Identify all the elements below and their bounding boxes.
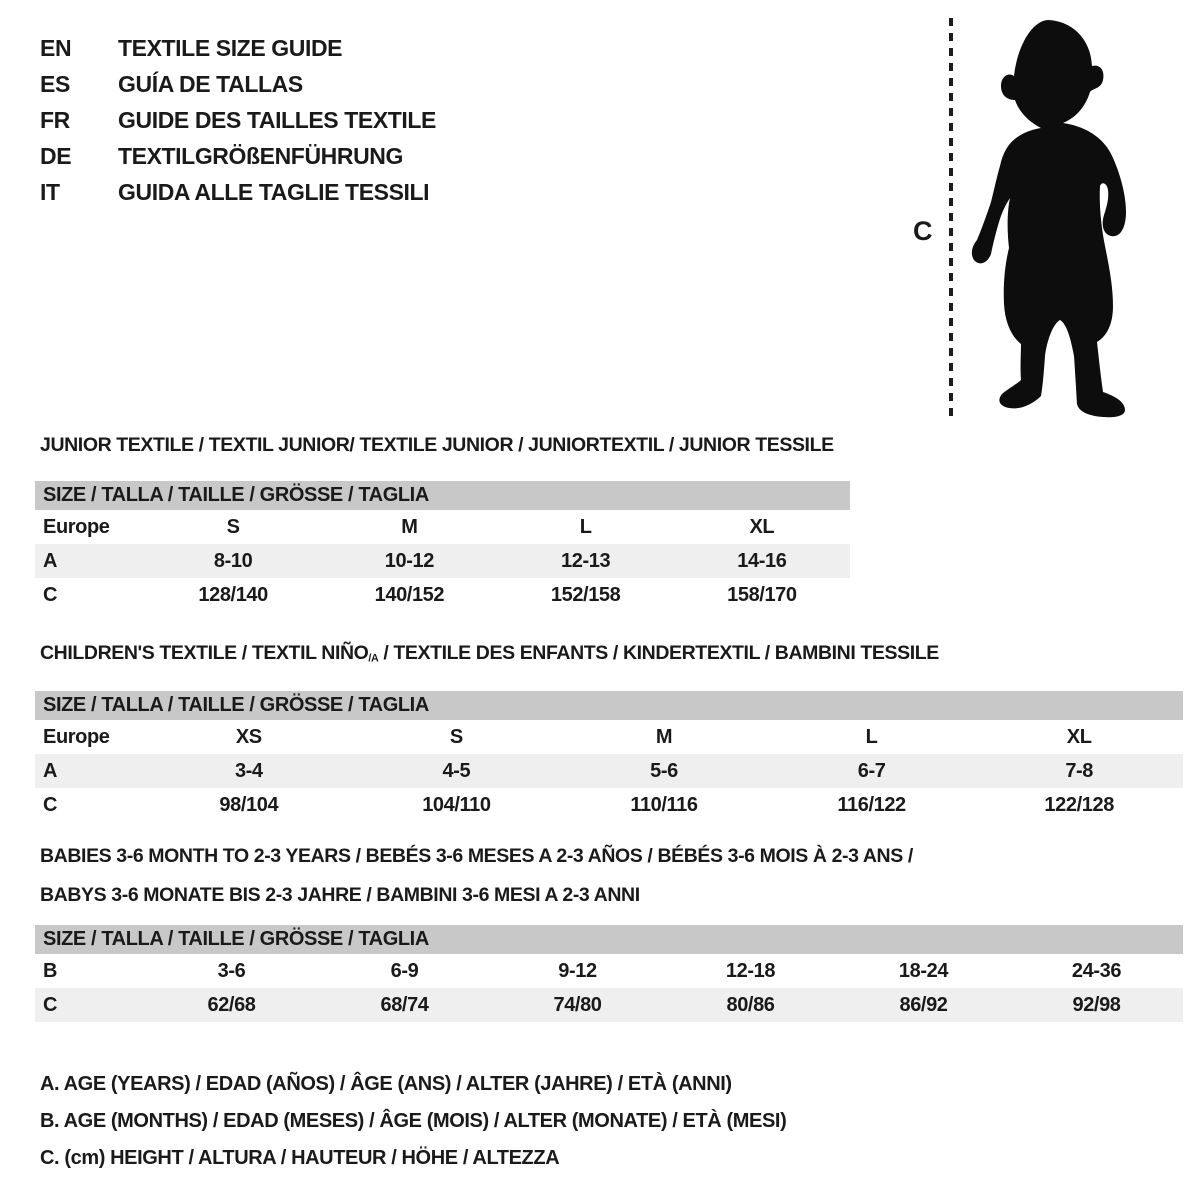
table-cell: 86/92: [899, 993, 948, 1016]
lang-code: FR: [40, 106, 70, 133]
table-cell: 98/104: [219, 793, 279, 816]
lang-code: ES: [40, 70, 70, 97]
legend-line-a: A. AGE (YEARS) / EDAD (AÑOS) / ÂGE (ANS) / ALTER (JAHRE) / ETÀ (ANNI): [40, 1073, 732, 1095]
row-label: C: [43, 793, 58, 816]
table-cell: 80/86: [726, 993, 775, 1016]
table-cell: M: [401, 515, 418, 538]
children-size-table: [35, 691, 1183, 822]
table-cell: 18-24: [898, 959, 949, 982]
guide-title: GUÍA DE TALLAS: [118, 70, 303, 97]
table-cell: L: [579, 515, 592, 538]
table-cell: S: [449, 725, 463, 748]
section-babies-textile: [35, 845, 1183, 1022]
table-row: [35, 720, 1183, 754]
table-cell: 3-6: [217, 959, 246, 982]
measure-c-label: C: [913, 216, 932, 246]
row-label: Europe: [43, 515, 110, 538]
size-header-bar: SIZE / TALLA / TAILLE / GRÖSSE / TAGLIA: [35, 925, 1183, 954]
table-cell: M: [655, 725, 673, 748]
size-header-bar: SIZE / TALLA / TAILLE / GRÖSSE / TAGLIA: [35, 481, 850, 510]
row-label: B: [43, 959, 58, 982]
table-cell: 6-9: [390, 959, 419, 982]
table-cell: 9-12: [558, 959, 597, 982]
lang-code: DE: [40, 142, 72, 169]
section-childrens-textile: [35, 642, 1183, 822]
junior-size-table: [35, 481, 850, 612]
table-row: [35, 510, 850, 544]
size-header-bar: SIZE / TALLA / TAILLE / GRÖSSE / TAGLIA: [35, 691, 1183, 720]
baby-silhouette-icon: [963, 18, 1143, 418]
babies-section-title-line2: BABYS 3-6 MONATE BIS 2-3 JAHRE / BAMBINI 3-6 MESI A 2-3 ANNI: [40, 884, 640, 906]
row-label: A: [43, 759, 58, 782]
table-row: [35, 544, 850, 578]
babies-section-title-line1: BABIES 3-6 MONTH TO 2-3 YEARS / BEBÉS 3-6 MESES A 2-3 AÑOS / BÉBÉS 3-6 MOIS À 2-3 ANS /: [40, 845, 913, 867]
children-title-part2: / TEXTILE DES ENFANTS / KINDERTEXTIL / BAMBINI TESSILE: [378, 642, 939, 664]
table-cell: S: [226, 515, 240, 538]
language-header: [40, 30, 436, 210]
guide-title: GUIDE DES TAILLES TEXTILE: [118, 106, 436, 133]
babies-size-table: [35, 925, 1183, 1022]
lang-code: IT: [40, 178, 60, 205]
table-cell: XL: [749, 515, 775, 538]
legend: [40, 1066, 786, 1177]
table-row: [35, 954, 1183, 988]
table-cell: 7-8: [1065, 759, 1094, 782]
children-section-title: [35, 642, 1183, 665]
table-cell: 92/98: [1072, 993, 1121, 1016]
children-title-subscript: /A: [368, 652, 379, 665]
lang-code: EN: [40, 34, 72, 61]
junior-section-title: JUNIOR TEXTILE / TEXTIL JUNIOR/ TEXTILE JUNIOR / JUNIORTEXTIL / JUNIOR TESSILE: [40, 434, 834, 456]
table-cell: 3-4: [234, 759, 263, 782]
table-cell: 122/128: [1044, 793, 1114, 816]
guide-title: TEXTILGRÖßENFÜHRUNG: [118, 142, 403, 169]
lang-row-it: [40, 174, 436, 210]
guide-title: TEXTILE SIZE GUIDE: [118, 34, 343, 61]
row-label: C: [43, 583, 58, 606]
height-measure-figure: [905, 14, 1165, 426]
table-row: [35, 578, 850, 612]
row-label: C: [43, 993, 58, 1016]
table-cell: 104/110: [422, 793, 491, 816]
row-label: Europe: [43, 725, 110, 748]
legend-line-c: C. (cm) HEIGHT / ALTURA / HAUTEUR / HÖHE / ALTEZZA: [40, 1147, 560, 1169]
table-row: [35, 754, 1183, 788]
table-cell: 4-5: [442, 759, 471, 782]
table-cell: 8-10: [213, 549, 253, 572]
table-cell: 128/140: [198, 583, 268, 606]
lang-row-es: [40, 66, 436, 102]
table-cell: 74/80: [553, 993, 602, 1016]
table-cell: XS: [235, 725, 262, 748]
table-cell: 68/74: [380, 993, 429, 1016]
table-cell: 152/158: [550, 583, 621, 606]
lang-row-en: [40, 30, 436, 66]
lang-row-fr: [40, 102, 436, 138]
table-cell: 14-16: [737, 549, 787, 572]
dotted-measure-line: [949, 18, 953, 418]
table-cell: XL: [1066, 725, 1092, 748]
table-cell: 110/116: [630, 793, 698, 816]
table-cell: 62/68: [207, 993, 256, 1016]
table-cell: 140/152: [374, 583, 445, 606]
table-cell: 12-13: [561, 549, 611, 572]
lang-row-de: [40, 138, 436, 174]
section-junior-textile: [35, 434, 850, 612]
table-cell: 5-6: [650, 759, 678, 782]
table-cell: 10-12: [384, 549, 434, 572]
table-cell: L: [865, 725, 878, 748]
table-row: [35, 788, 1183, 822]
table-row: [35, 988, 1183, 1022]
legend-line-b: B. AGE (MONTHS) / EDAD (MESES) / ÂGE (MOIS) / ALTER (MONATE) / ETÀ (MESI): [40, 1110, 787, 1132]
table-cell: 116/122: [837, 793, 906, 816]
table-cell: 6-7: [857, 759, 886, 782]
guide-title: GUIDA ALLE TAGLIE TESSILI: [118, 178, 430, 205]
row-label: A: [43, 549, 58, 572]
table-cell: 24-36: [1071, 959, 1122, 982]
table-cell: 12-18: [725, 959, 776, 982]
table-cell: 158/170: [727, 583, 797, 606]
children-title-part1: CHILDREN'S TEXTILE / TEXTIL NIÑO: [40, 642, 369, 664]
